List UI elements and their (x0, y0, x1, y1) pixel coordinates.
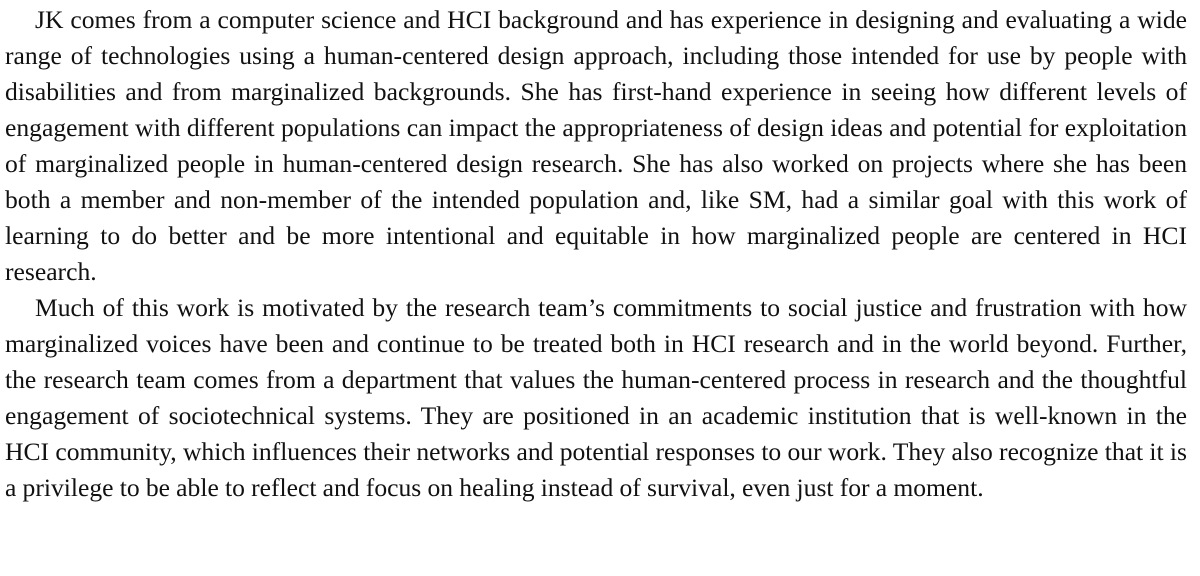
paragraph-team-motivation: Much of this work is motivated by the research team’s commitments to social justice and frustration with how marginalized voices have been and continue to be treated both in HCI research and in the world beyond. Further, the research team comes from a department that values the human-centered process in research and the thoughtful engagement of sociotechnical systems. They are positioned in an academic institution that is well-known in the HCI community, which influences their networks and potential responses to our work. They also recognize that it is a privilege to be able to reflect and focus on healing instead of survival, even just for a moment. (5, 293, 1187, 502)
body-text (5, 2, 1187, 506)
paragraph-jk-background: JK comes from a computer science and HCI background and has experience in designing and evaluating a wide range of technologies using a human-centered design approach, including those intended for use by people with disabilities and from marginalized backgrounds. She has first-hand experience in seeing how different levels of engagement with different populations can impact the appropriateness of design ideas and potential for exploitation of marginalized people in human-centered design research. She has also worked on projects where she has been both a member and non-member of the intended population and, like SM, had a similar goal with this work of learning to do better and be more intentional and equitable in how marginalized people are centered in HCI research. (5, 5, 1187, 286)
